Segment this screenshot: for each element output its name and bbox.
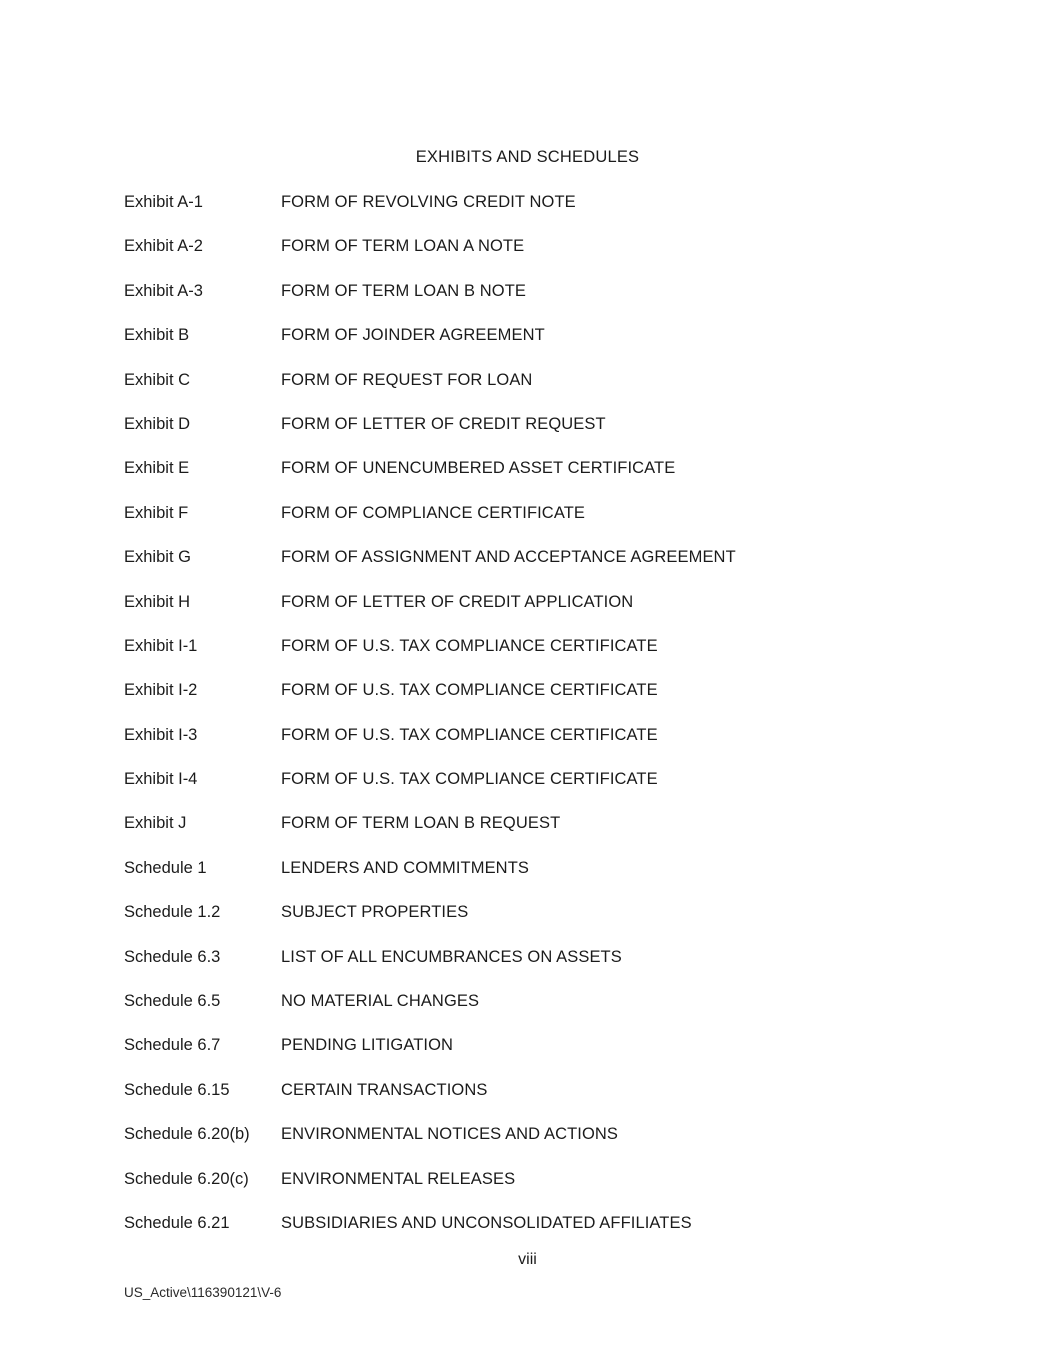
exhibit-row [0,237,1055,256]
exhibit-row [0,637,1055,656]
exhibit-row [0,282,1055,301]
exhibit-description: FORM OF TERM LOAN B NOTE [281,281,527,300]
exhibit-label: Exhibit A-1 [124,193,203,211]
exhibit-description: FORM OF LETTER OF CREDIT REQUEST [281,414,606,433]
exhibit-label: Exhibit A-2 [124,237,203,256]
schedule-row [0,1081,1055,1100]
exhibit-description: FORM OF COMPLIANCE CERTIFICATE [281,503,585,522]
exhibit-row [0,193,1055,212]
page-title: EXHIBITS AND SCHEDULES [415,148,640,166]
schedule-row [0,992,1055,1011]
exhibit-label: Exhibit B [124,326,190,345]
exhibit-row [0,681,1055,700]
exhibit-description: FORM OF REQUEST FOR LOAN [281,370,533,389]
schedule-description: ENVIRONMENTAL RELEASES [281,1169,516,1188]
schedule-row [0,1036,1055,1055]
exhibit-label: Exhibit E [124,459,190,478]
exhibit-row [0,415,1055,434]
exhibit-label: Exhibit I-3 [124,725,198,744]
exhibit-row [0,548,1055,567]
exhibit-row [0,459,1055,478]
schedule-label: Schedule 6.21 [124,1213,230,1232]
schedule-label: Schedule 6.20(b) [124,1125,250,1144]
schedule-description: LENDERS AND COMMITMENTS [281,858,529,877]
exhibit-description: FORM OF U.S. TAX COMPLIANCE CERTIFICATE [281,636,658,655]
exhibit-label: Exhibit G [124,548,191,567]
exhibit-label: Exhibit J [124,814,187,833]
exhibit-label: Exhibit F [124,503,189,522]
exhibit-label: Exhibit A-3 [124,281,203,300]
exhibit-row [0,814,1055,833]
exhibit-description: FORM OF U.S. TAX COMPLIANCE CERTIFICATE [281,681,658,700]
schedule-label: Schedule 1 [124,858,207,877]
schedule-label: Schedule 1.2 [124,903,221,922]
exhibit-label: Exhibit I-4 [124,770,198,789]
schedule-description: CERTAIN TRANSACTIONS [281,1080,488,1099]
schedule-row [0,903,1055,922]
page-number: viii [518,1251,537,1268]
schedule-label: Schedule 6.7 [124,1036,221,1055]
schedule-label: Schedule 6.20(c) [124,1169,249,1188]
exhibit-description: FORM OF U.S. TAX COMPLIANCE CERTIFICATE [281,770,658,789]
schedule-description: NO MATERIAL CHANGES [281,992,480,1011]
exhibit-row [0,371,1055,390]
schedule-row [0,859,1055,878]
schedule-description: PENDING LITIGATION [281,1036,454,1055]
exhibit-description: FORM OF UNENCUMBERED ASSET CERTIFICATE [281,459,676,478]
exhibit-description: FORM OF LETTER OF CREDIT APPLICATION [281,592,634,611]
document-id-footer: US_Active\116390121\V-6 [124,1285,282,1300]
exhibit-label: Exhibit H [124,592,191,611]
exhibit-label: Exhibit I-1 [124,636,198,655]
schedule-label: Schedule 6.3 [124,947,221,966]
exhibit-label: Exhibit I-2 [124,681,198,700]
exhibit-description: FORM OF ASSIGNMENT AND ACCEPTANCE AGREEMENT [281,548,736,567]
schedule-description: SUBSIDIARIES AND UNCONSOLIDATED AFFILIATES [281,1213,692,1232]
exhibit-description: FORM OF TERM LOAN A NOTE [281,237,525,256]
exhibit-label: Exhibit D [124,414,191,433]
schedule-row [0,1170,1055,1189]
schedule-description: LIST OF ALL ENCUMBRANCES ON ASSETS [281,947,622,966]
schedule-description: ENVIRONMENTAL NOTICES AND ACTIONS [281,1125,619,1144]
exhibit-row [0,593,1055,612]
schedule-description: SUBJECT PROPERTIES [281,903,469,922]
exhibit-row [0,770,1055,789]
exhibit-row [0,326,1055,345]
schedule-label: Schedule 6.15 [124,1080,230,1099]
exhibit-row [0,726,1055,745]
exhibit-description: FORM OF U.S. TAX COMPLIANCE CERTIFICATE [281,725,658,744]
schedule-label: Schedule 6.5 [124,992,221,1011]
schedule-row [0,948,1055,967]
exhibit-description: FORM OF JOINDER AGREEMENT [281,326,545,345]
exhibit-label: Exhibit C [124,370,191,389]
exhibit-description: FORM OF TERM LOAN B REQUEST [281,814,561,833]
exhibit-description: FORM OF REVOLVING CREDIT NOTE [281,193,576,211]
schedule-row [0,1125,1055,1144]
exhibit-row [0,504,1055,523]
schedule-row [0,1214,1055,1233]
